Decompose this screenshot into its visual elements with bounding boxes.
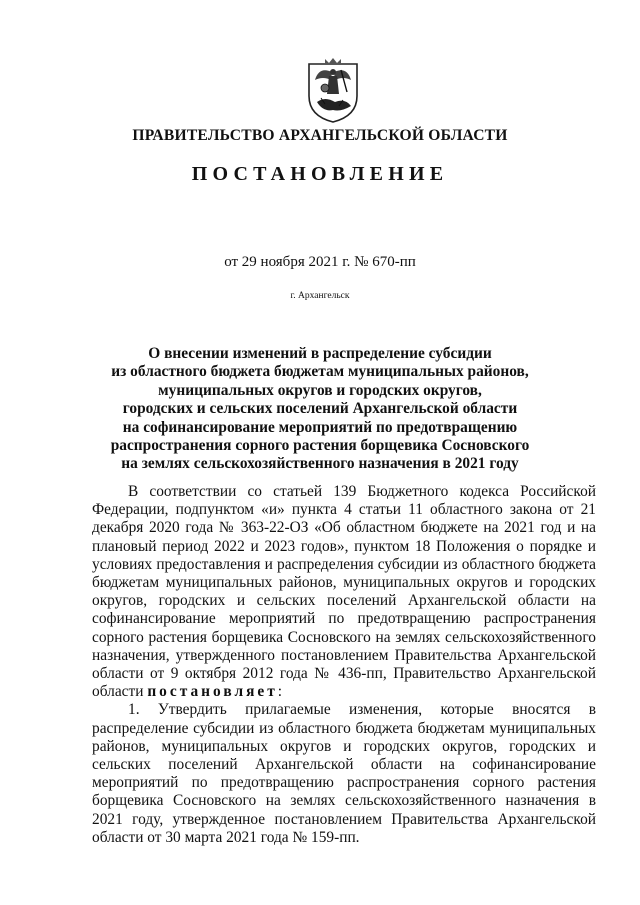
government-title: ПРАВИТЕЛЬСТВО АРХАНГЕЛЬСКОЙ ОБЛАСТИ bbox=[132, 127, 508, 144]
document-subject bbox=[100, 345, 540, 474]
document-type: ПОСТАНОВЛЕНИЕ bbox=[191, 163, 449, 185]
subject-line: на софинансирование мероприятий по предотвращению bbox=[122, 418, 518, 436]
preamble-paragraph bbox=[92, 483, 596, 701]
subject-line: из областного бюджета бюджетам муниципальных районов, bbox=[111, 363, 529, 381]
document-city: г. Архангельск bbox=[290, 291, 350, 301]
decree-suffix: : bbox=[277, 683, 283, 701]
coat-of-arms-icon bbox=[305, 58, 361, 124]
subject-line: городских и сельских поселений Архангельской области bbox=[122, 400, 518, 418]
subject-line: муниципальных округов и городских округов, bbox=[158, 381, 482, 399]
item-1-paragraph: 1. Утвердить прилагаемые изменения, которые вносятся в распределение субсидии из областного бюджета бюджетам муниципальных районов, муниципальных округов и городских округов, городских и сельских поселений Архангельской области на софинансирование мероприятий по предотвращению распространения сорного растения борщевика Сосновского на землях сельскохозяйственного назначения в 2021 году, утвержденное постановлением Правительства Архангельской области от 30 марта 2021 года № 159-пп. bbox=[92, 701, 596, 846]
subject-line: О внесении изменений в распределение субсидии bbox=[148, 345, 492, 362]
decree-word: постановляет bbox=[147, 683, 278, 701]
preamble-text: В соответствии со статьей 139 Бюджетного кодекса Российской Федерации, подпунктом «и» пункта 4 статьи 11 областного закона от 21 декабря 2020 года № 363-22-ОЗ «Об областном бюджете на 2021 год и на плановый период 2022 и 2023 годов», пунктом 18 Положения о порядке и условиях предоставления и распределения субсидии из областного бюджета бюджетам муниципальных районов, муниципальных округов и городских округов, городских и сельских поселений Архангельской области на софинансирование мероприятий по предотвращению распространения сорного растения борщевика Сосновского на землях сельскохозяйственного назначения, утвержденного постановлением Правительства Архангельской области от 9 октября 2012 года № 436-пп, Правительство Архангельской области bbox=[92, 483, 596, 701]
document-body bbox=[92, 483, 596, 847]
subject-line: на землях сельскохозяйственного назначения в 2021 году bbox=[121, 455, 519, 473]
document-date-number: от 29 ноября 2021 г. № 670-пп bbox=[224, 254, 416, 270]
subject-line: распространения сорного растения борщевика Сосновского bbox=[110, 437, 530, 455]
